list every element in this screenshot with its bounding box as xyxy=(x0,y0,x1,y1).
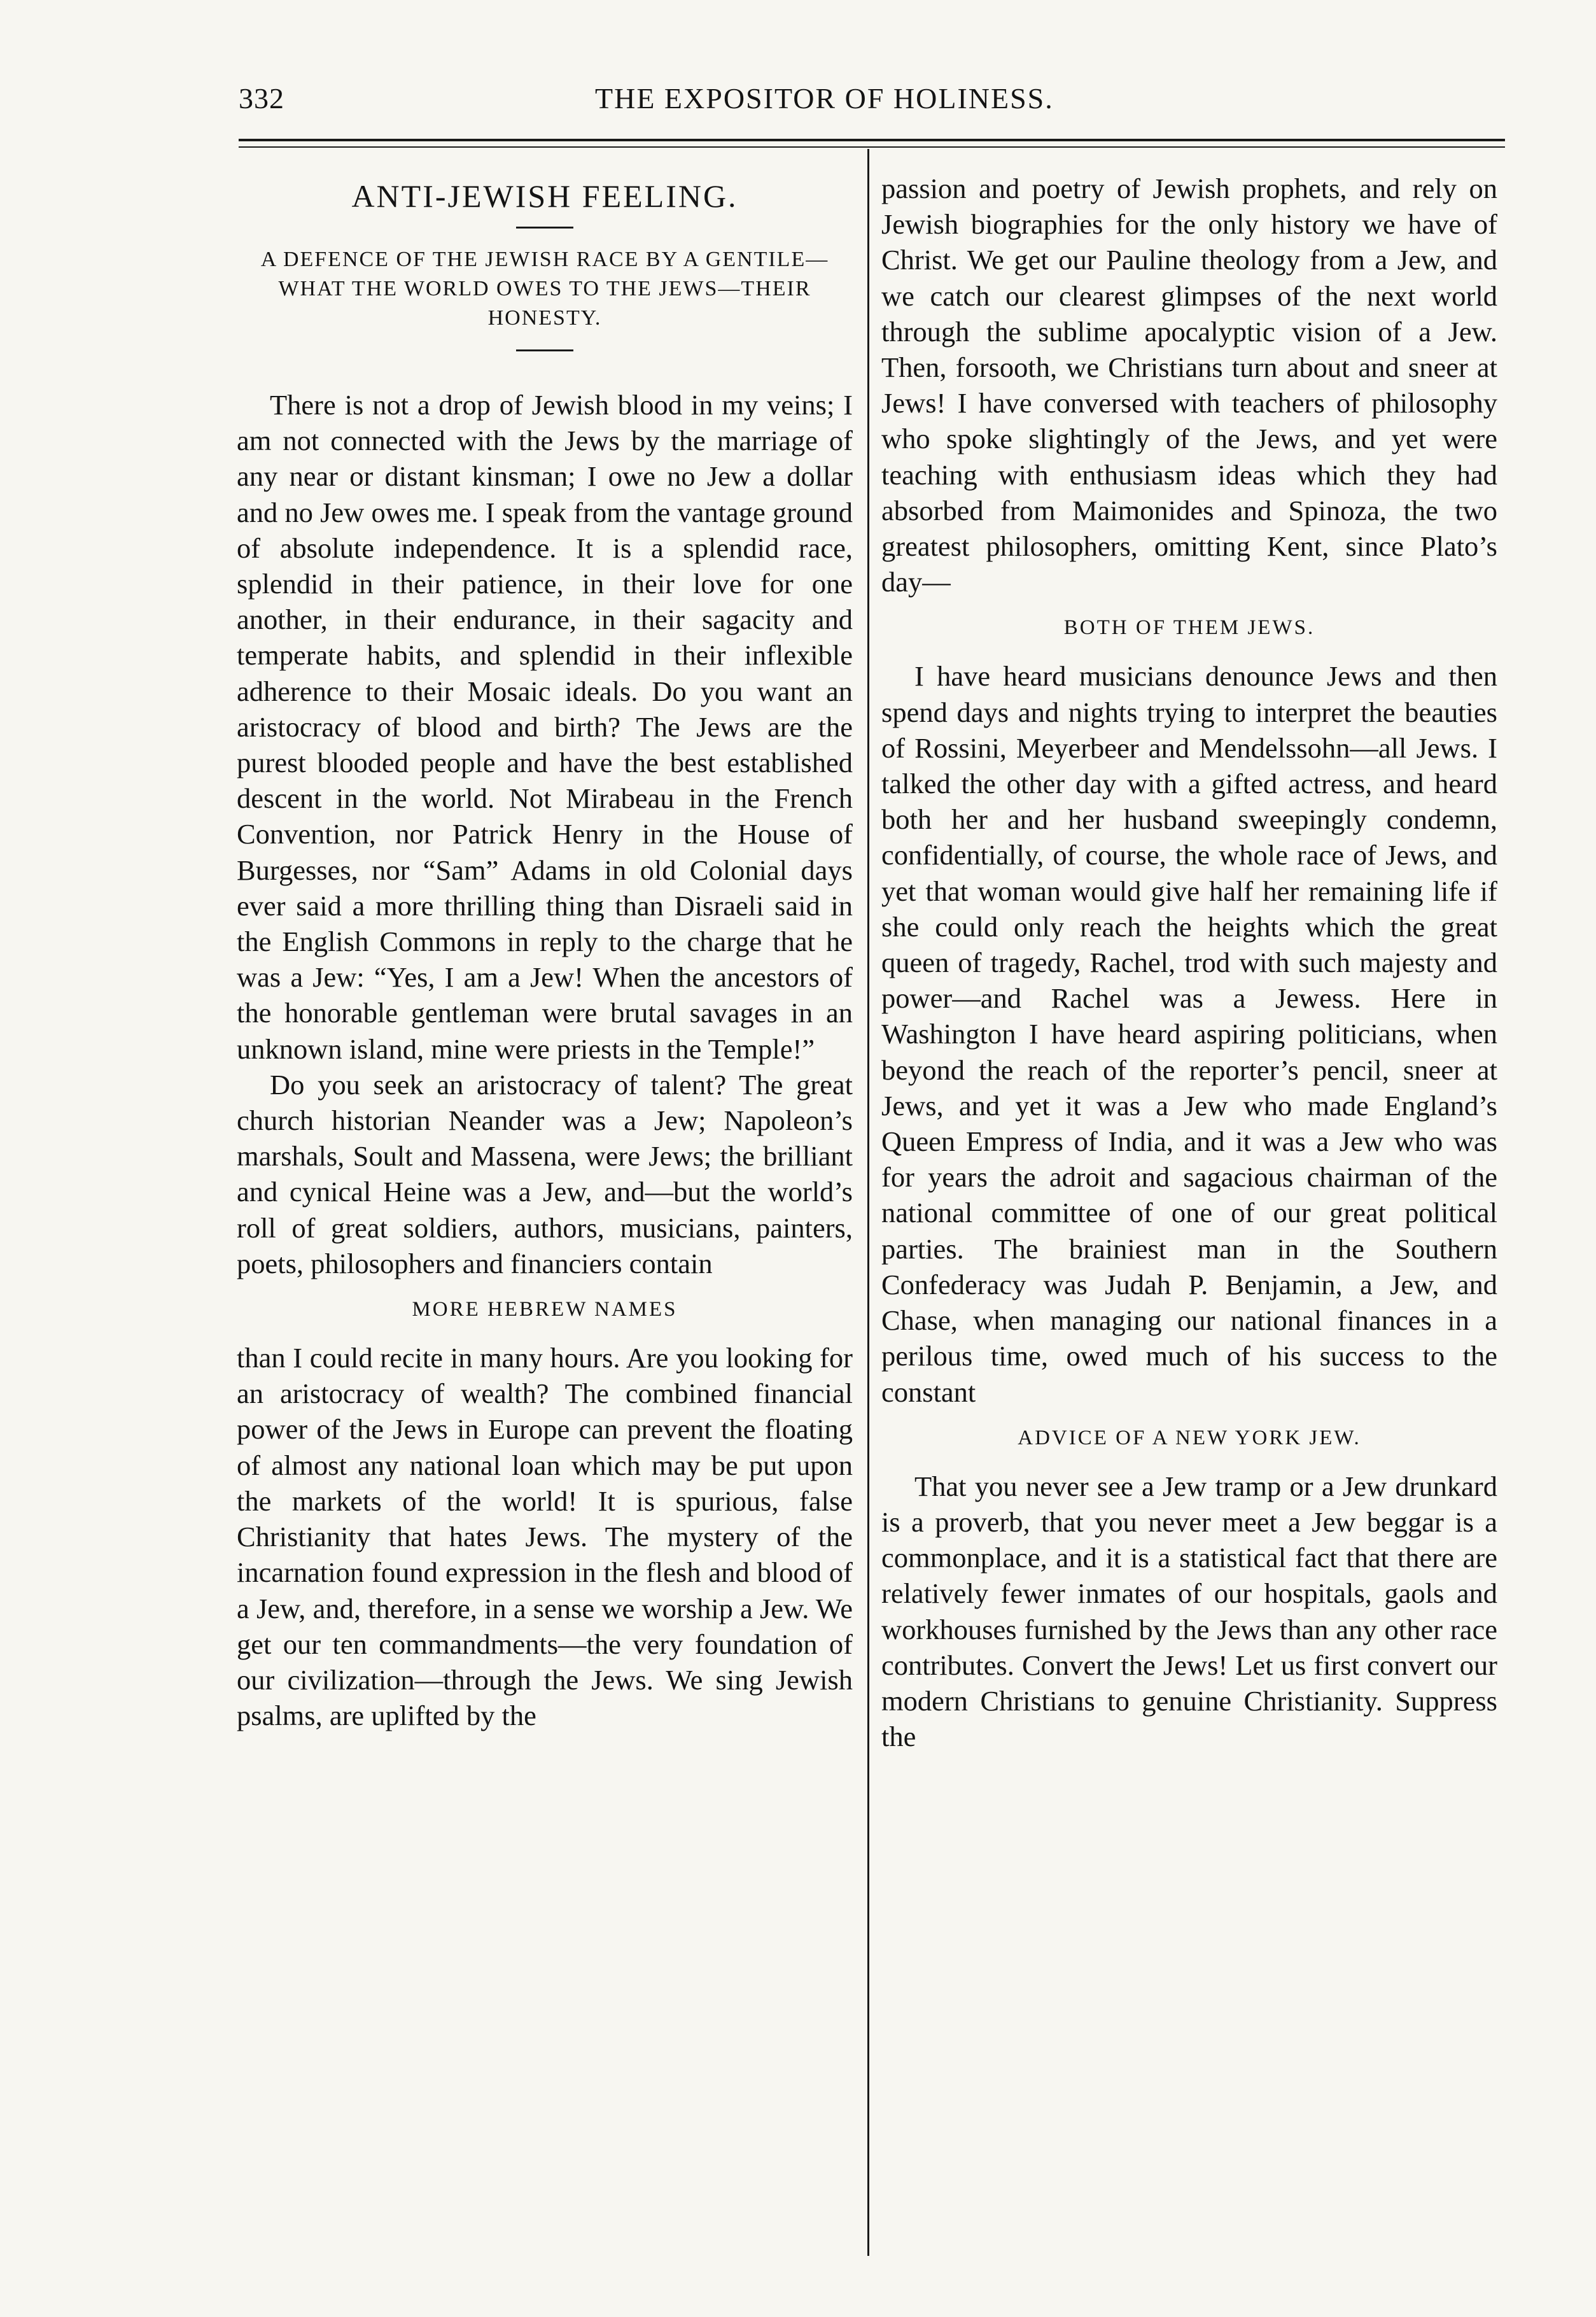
right-column xyxy=(881,171,1497,1754)
subtitle-rule xyxy=(516,349,573,351)
paragraph: That you never see a Jew tramp or a Jew drunkard is a proverb, that you never meet a Jew beggar is a commonplace, and it is a statistical fact that there are relatively fewer inmates of our hospitals, gaols and workhouses furnished by the Jews than any other race contributes. Convert the Jews! Let us first convert our modern Christians to genuine Christianity. Suppress the xyxy=(881,1470,1497,1753)
section-subhead: MORE HEBREW NAMES xyxy=(412,1298,678,1321)
column-divider xyxy=(867,149,869,2256)
paragraph: There is not a drop of Jewish blood in my veins; I am not connected with the Jews by the marriage of any near or distant kinsman; I owe no Jew a dollar and no Jew owes me. I speak from the vantage ground of absolute independence. It is a splendid race, splendid in their patience, in their love for one another, in their endurance, in their sagacity and temperate habits, and splendid in their inflexible adherence to their Mosaic ideals. Do you want an aristocracy of blood and birth? The Jews are the purest blooded people and have the best established descent in the world. Not Mirabeau in the French Convention, nor Patrick Henry in the House of Burgesses, nor “Sam” Adams in old Colonial days ever said a more thrilling thing than Disraeli said in the English Commons in reply to the charge that he was a Jew: “Yes, I am a Jew! When the ancestors of the honorable gentleman were brutal savages in an unknown island, mine were priests in the Temple!” xyxy=(237,389,853,1065)
title-rule xyxy=(516,227,573,229)
article-title: ANTI-JEWISH FEELING. xyxy=(351,178,738,214)
paragraph: Do you seek an aristocracy of talent? The great church historian Neander was a Jew; Napoleon’s marshals, Soult and Massena, were Jews; the brilliant and cynical Heine was a Jew, and—but the world’s roll of great soldiers, authors, musicians, painters, poets, philosophers and financiers contain xyxy=(237,1068,853,1279)
running-head: THE EXPOSITOR OF HOLINESS. xyxy=(595,82,1054,115)
page-header xyxy=(239,81,1145,126)
left-column xyxy=(237,171,853,1733)
paragraph: passion and poetry of Jewish prophets, and rely on Jewish biographies for the only history we have of Christ. We get our Pauline theology from a Jew, and we catch our clearest glimpses of the next world through the sublime apocalyptic vision of a Jew. Then, forsooth, we Christians turn about and sneer at Jews! I have conversed with teachers of philosophy who spoke slightingly of the Jews, and yet were teaching with enthusiasm ideas which they had absorbed from Maimonides and Spinoza, the two greatest philosophers, omitting Kent, since Plato’s day— xyxy=(881,173,1497,598)
header-rule-thin xyxy=(239,146,1505,148)
paragraph: I have heard musicians denounce Jews and then spend days and nights trying to interpret the beauties of Rossini, Meyerbeer and Mendelssohn—all Jews. I talked the other day with a gifted actress, and heard both her and her husband sweepingly condemn, confidentially, of course, the whole race of Jews, and yet that woman would give half her remaining life if she could only reach the heights which the great queen of tragedy, Rachel, trod with such majesty and power—and Rachel was a Jewess. Here in Washington I have heard aspiring politicians, when beyond the reach of the reporter’s pencil, sneer at Jews, and yet it was a Jew who made England’s Queen Empress of India, and it was a Jew who was for years the adroit and sagacious chairman of the national committee of one of our great political parties. The brainiest man in the Southern Confederacy was Judah P. Benjamin, a Jew, and Chase, when managing our national finances in a perilous time, owed much of his success to the constant xyxy=(881,660,1497,1408)
header-rule xyxy=(239,139,1505,141)
article-subtitle: A DEFENCE OF THE JEWISH RACE BY A GENTILE—WHAT THE WORLD OWES TO THE JEWS—THEIR HONESTY. xyxy=(260,248,829,330)
paragraph: than I could recite in many hours. Are you looking for an aristocracy of wealth? The combined financial power of the Jews in Europe can prevent the floating of almost any national loan which may be put upon the markets of the world! It is spurious, false Christianity that hates Jews. The mystery of the incarnation found expression in the flesh and blood of a Jew, and, therefore, in a sense we worship a Jew. We get our ten commandments—the very foundation of our civilization—through the Jews. We sing Jewish psalms, are uplifted by the xyxy=(237,1342,853,1732)
page-number: 332 xyxy=(239,82,284,115)
section-subhead: BOTH OF THEM JEWS. xyxy=(1063,616,1315,640)
section-subhead: ADVICE OF A NEW YORK JEW. xyxy=(1018,1426,1361,1449)
